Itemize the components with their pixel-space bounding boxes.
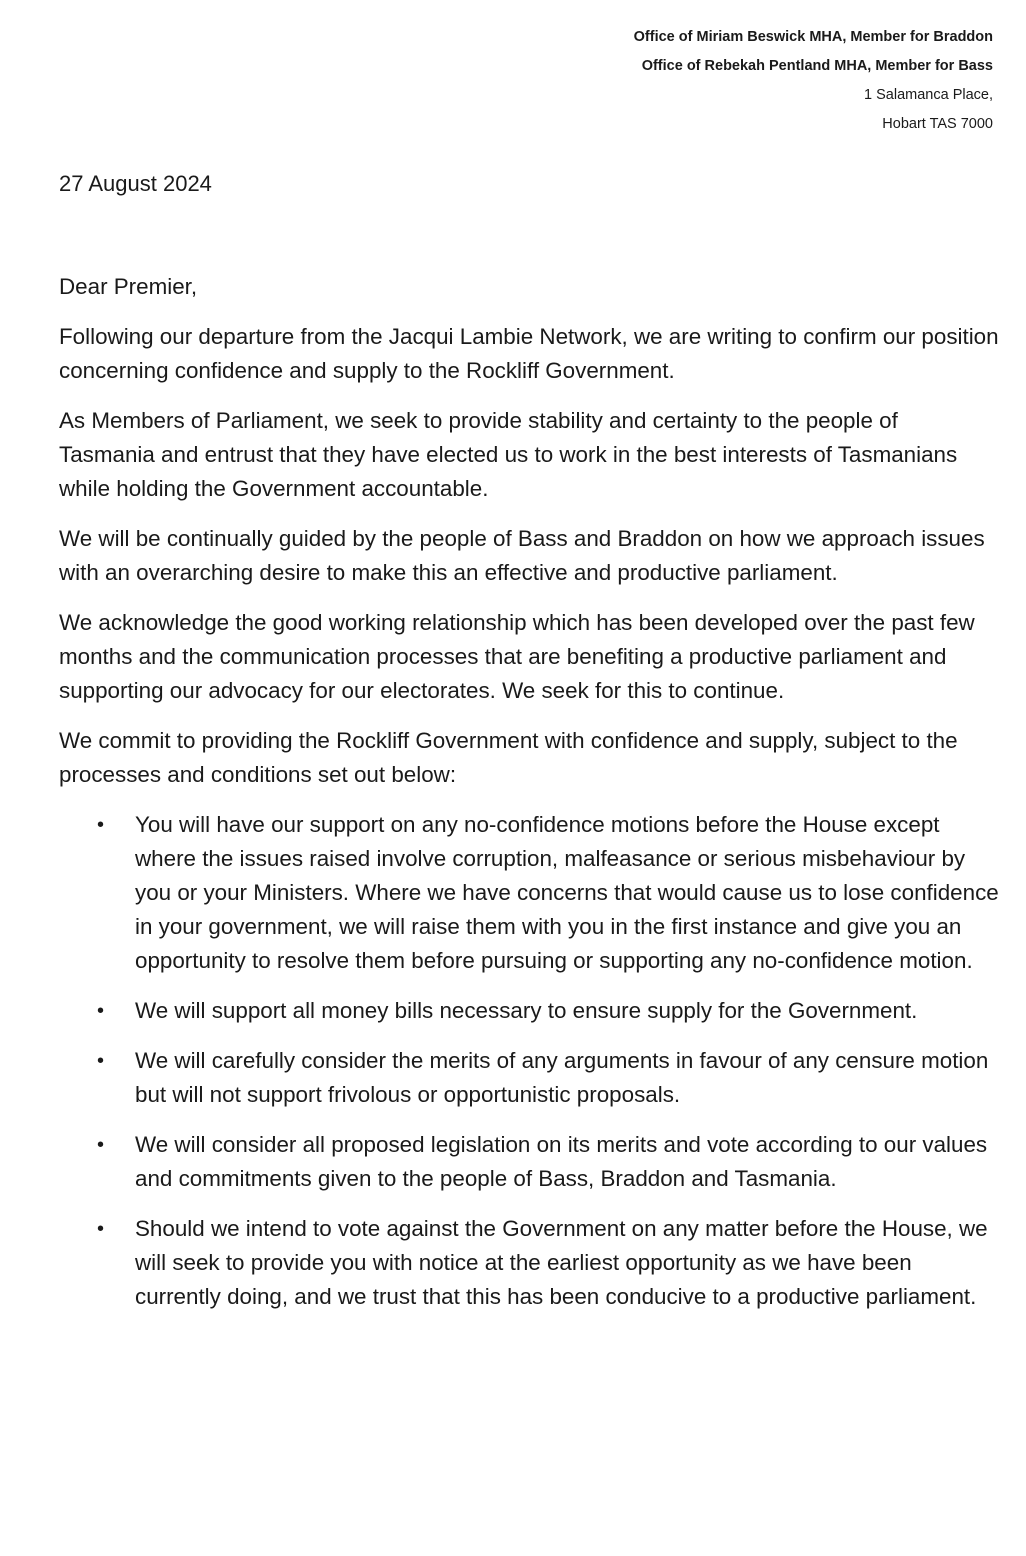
paragraph-departure: Following our departure from the Jacqui Lambie Network, we are writing to confirm our position concerning confidence and supply to the Rockliff Government. bbox=[59, 324, 999, 383]
bullet-icon: • bbox=[97, 1000, 105, 1022]
condition-text: You will have our support on any no-confidence motions before the House except where the issues raised involve corruption, malfeasance or serious misbehaviour by you or your Ministers. Where we have concerns that would cause us to lose confidence in your government, we will raise them with you in the first instance and give you an opportunity to resolve them before pursuing or supporting any no-confidence motion. bbox=[135, 812, 999, 973]
paragraph-guidance: We will be continually guided by the people of Bass and Braddon on how we approach issues with an overarching desire to make this an effective and productive parliament. bbox=[59, 526, 985, 585]
condition-text: We will support all money bills necessary to ensure supply for the Government. bbox=[135, 998, 918, 1023]
letter-body bbox=[59, 270, 999, 1330]
condition-item bbox=[97, 994, 999, 1028]
conditions-list bbox=[59, 808, 999, 1314]
letterhead-office-bass: Office of Rebekah Pentland MHA, Member for Bass bbox=[641, 58, 993, 74]
letterhead-city: Hobart TAS 7000 bbox=[882, 116, 993, 132]
letterhead-street: 1 Salamanca Place, bbox=[864, 87, 993, 103]
condition-text: We will carefully consider the merits of any arguments in favour of any censure motion but will not support frivolous or opportunistic proposals. bbox=[135, 1048, 989, 1107]
condition-item bbox=[97, 1212, 999, 1314]
paragraph-relationship: We acknowledge the good working relationship which has been developed over the past few months and the communication processes that are benefiting a productive parliament and supporting our advocacy for our electorates. We seek for this to continue. bbox=[59, 610, 975, 703]
condition-item bbox=[97, 1044, 999, 1112]
bullet-icon: • bbox=[97, 1218, 105, 1240]
letter-date: 27 August 2024 bbox=[59, 171, 212, 196]
letterhead bbox=[634, 23, 993, 139]
paragraph-commitment: We commit to providing the Rockliff Government with confidence and supply, subject to the processes and conditions set out below: bbox=[59, 728, 958, 787]
salutation: Dear Premier, bbox=[59, 274, 198, 299]
condition-item bbox=[97, 808, 999, 978]
condition-text: We will consider all proposed legislation on its merits and vote according to our values and commitments given to the people of Bass, Braddon and Tasmania. bbox=[135, 1132, 988, 1191]
bullet-icon: • bbox=[97, 814, 105, 836]
bullet-icon: • bbox=[97, 1050, 105, 1072]
bullet-icon: • bbox=[97, 1134, 105, 1156]
condition-text: Should we intend to vote against the Government on any matter before the House, we will seek to provide you with notice at the earliest opportunity as we have been currently doing, and we trust that this has been conducive to a productive parliament. bbox=[135, 1216, 988, 1309]
paragraph-stability: As Members of Parliament, we seek to provide stability and certainty to the people of Tasmania and entrust that they have elected us to work in the best interests of Tasmanians while holding the Government accountable. bbox=[59, 408, 958, 501]
letterhead-office-braddon: Office of Miriam Beswick MHA, Member for Braddon bbox=[633, 29, 993, 45]
condition-item bbox=[97, 1128, 999, 1196]
